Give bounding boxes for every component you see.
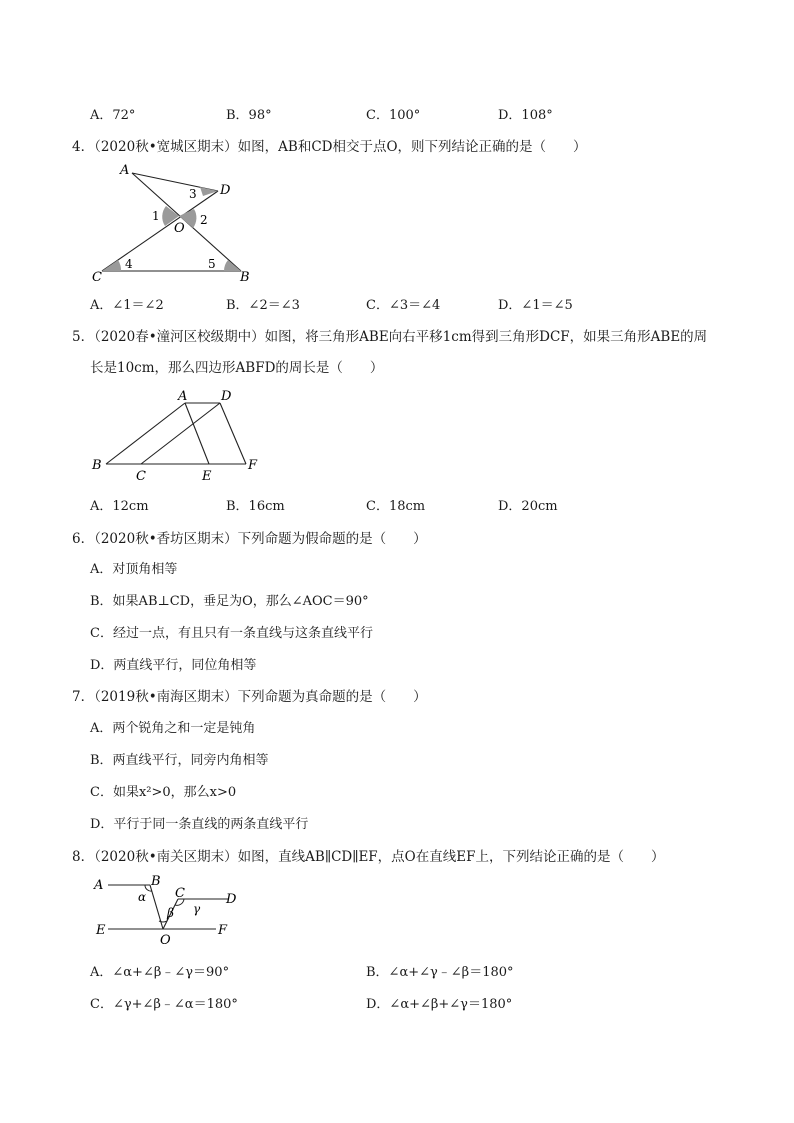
label-b: B: [151, 874, 161, 889]
label-b: B: [92, 458, 102, 473]
q6-stem: 6．（2020秋•香坊区期末）下列命题为假命题的是（ ）: [72, 531, 427, 547]
q7-option-d: D．平行于同一条直线的两条直线平行: [90, 817, 309, 832]
q7-stem: 7．（2019秋•南海区期末）下列命题为真命题的是（ ）: [72, 689, 427, 705]
label-d: D: [226, 892, 237, 907]
q5-option-d: D．20cm: [498, 499, 558, 514]
label-a: A: [94, 878, 104, 893]
label-e: E: [202, 469, 212, 483]
segment-df: [220, 403, 246, 464]
label-c: C: [92, 270, 102, 285]
q7-option-a: A．两个锐角之和一定是钝角: [90, 721, 256, 736]
label-f: F: [248, 458, 258, 473]
label-angle-3: 3: [189, 187, 197, 201]
q8-option-c: C．∠γ+∠β﹣∠α＝180°: [90, 997, 238, 1012]
q5-stem-line2: 长是10cm，那么四边形ABFD的周长是（ ）: [90, 360, 384, 376]
angle-4-mark: [102, 260, 121, 271]
segment-cd: [141, 403, 220, 464]
label-angle-2: 2: [200, 213, 208, 227]
angle-5-mark: [224, 260, 241, 271]
label-a: A: [178, 389, 188, 404]
q5-figure: [88, 385, 268, 483]
angle-beta-arc: [159, 921, 167, 922]
label-d: D: [220, 183, 231, 198]
q4-option-d: D．∠1＝∠5: [498, 298, 573, 313]
angle-3-mark: [200, 187, 218, 196]
line-cd: [102, 191, 218, 271]
label-f: F: [218, 923, 228, 938]
q8-stem: 8．（2020秋•南关区期末）如图，直线AB∥CD∥EF，点O在直线EF上，下列结论正确的是（ ）: [72, 849, 665, 865]
q6-option-b: B．如果AB⊥CD，垂足为O，那么∠AOC＝90°: [90, 594, 369, 609]
label-o: O: [174, 221, 185, 236]
label-c: C: [136, 469, 146, 483]
q6-option-c: C．经过一点，有且只有一条直线与这条直线平行: [90, 626, 373, 641]
q6-option-d: D．两直线平行，同位角相等: [90, 658, 257, 673]
q3-option-a: A．72°: [90, 108, 136, 123]
q8-figure: [88, 870, 248, 950]
label-a: A: [120, 163, 130, 178]
label-d: D: [221, 389, 232, 404]
q4-option-a: A．∠1＝∠2: [90, 298, 164, 313]
q5-option-b: B．16cm: [226, 499, 285, 514]
q4-stem: 4．（2020秋•宽城区期末）如图，AB和CD相交于点O，则下列结论正确的是（ ）: [72, 139, 587, 155]
q4-option-b: B．∠2＝∠3: [226, 298, 300, 313]
q5-option-a: A．12cm: [90, 499, 149, 514]
q4-figure: [88, 158, 258, 286]
q8-option-b: B．∠α+∠γ﹣∠β＝180°: [366, 965, 514, 980]
q3-option-b: B．98°: [226, 108, 272, 123]
q8-option-d: D．∠α+∠β+∠γ＝180°: [366, 997, 513, 1012]
q7-option-c: C．如果x²>0，那么x>0: [90, 785, 237, 800]
q6-option-a: A．对顶角相等: [90, 562, 178, 577]
label-beta: β: [167, 906, 174, 920]
segment-ae: [185, 403, 209, 464]
label-o: O: [160, 933, 171, 948]
q3-option-d: D．108°: [498, 108, 553, 123]
q8-option-a: A．∠α+∠β﹣∠γ＝90°: [90, 965, 230, 980]
label-angle-5: 5: [208, 257, 216, 271]
label-b: B: [240, 270, 250, 285]
q5-option-c: C．18cm: [366, 499, 426, 514]
segment-ba: [106, 403, 185, 464]
q3-option-c: C．100°: [366, 108, 421, 123]
q7-option-b: B．两直线平行，同旁内角相等: [90, 753, 269, 768]
label-gamma: γ: [193, 902, 201, 916]
q5-stem-line1: 5．（2020春•潼河区校级期中）如图，将三角形ABE向右平移1cm得到三角形DCF，如果三角形ABE的周: [72, 329, 708, 345]
segment-bo: [150, 885, 163, 929]
q4-option-c: C．∠3＝∠4: [366, 298, 441, 313]
label-angle-4: 4: [125, 257, 133, 271]
label-angle-1: 1: [152, 209, 160, 223]
label-c: C: [175, 886, 185, 901]
label-e: E: [96, 923, 106, 938]
label-alpha: α: [138, 890, 147, 904]
